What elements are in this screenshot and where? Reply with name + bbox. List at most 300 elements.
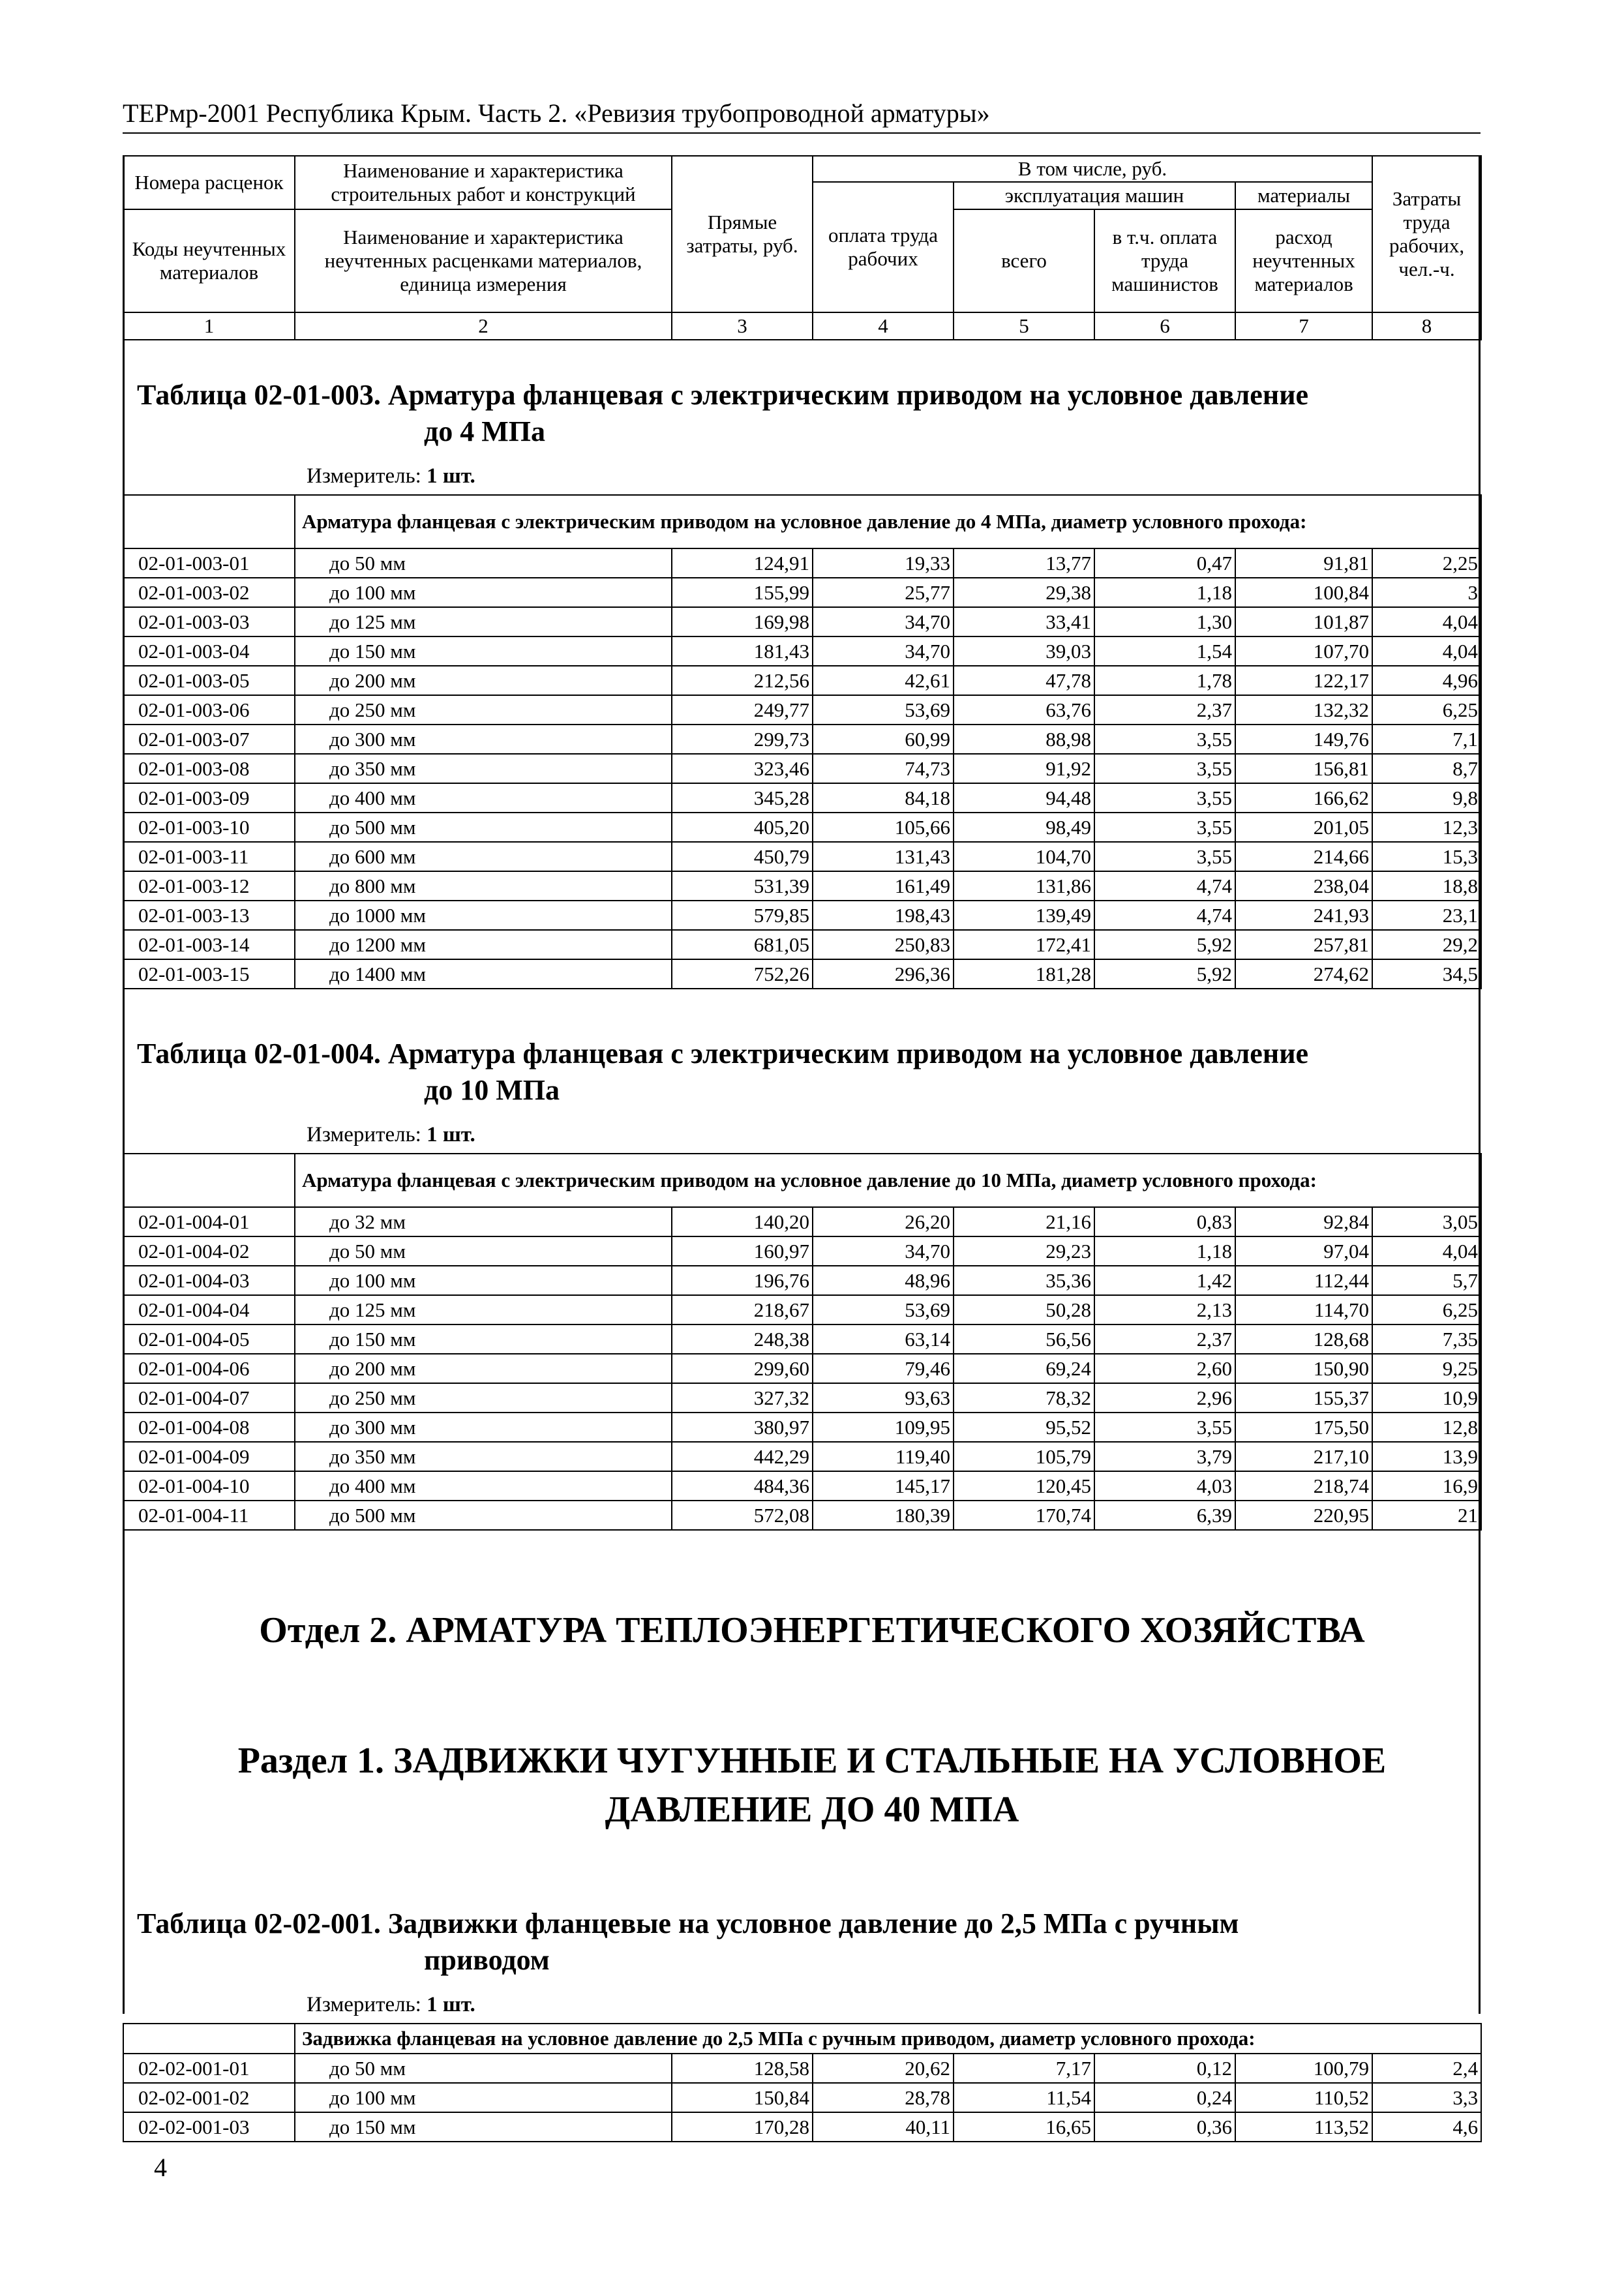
rate-value: 28,78 <box>813 2083 954 2112</box>
section-heading-line2: ДАВЛЕНИЕ ДО 40 МПА <box>605 1789 1019 1830</box>
rate-value: 1,18 <box>1094 578 1235 607</box>
col1-bottom-header: Коды неучтенных материалов <box>123 209 295 312</box>
rate-value: 4,04 <box>1372 1236 1481 1266</box>
rate-name: до 200 мм <box>295 666 672 695</box>
rate-code: 02-02-001-02 <box>123 2083 295 2112</box>
table1-title <box>137 377 1308 450</box>
rate-value: 4,04 <box>1372 636 1481 666</box>
rate-code: 02-02-001-03 <box>123 2112 295 2142</box>
rate-code: 02-01-003-05 <box>123 666 295 695</box>
rate-value: 79,46 <box>813 1354 954 1383</box>
table-row <box>123 2083 1481 2112</box>
rate-value: 12,8 <box>1372 1413 1481 1442</box>
rate-value: 2,37 <box>1094 695 1235 725</box>
rate-code: 02-01-003-11 <box>123 842 295 871</box>
rate-code: 02-01-004-01 <box>123 1207 295 1236</box>
rate-value: 3,55 <box>1094 783 1235 813</box>
rate-value: 98,49 <box>954 813 1094 842</box>
col-number: 4 <box>813 312 954 340</box>
rate-value: 29,2 <box>1372 930 1481 959</box>
rate-code: 02-01-003-13 <box>123 901 295 930</box>
rate-code: 02-01-003-08 <box>123 754 295 783</box>
rate-value: 6,25 <box>1372 1295 1481 1324</box>
rate-value: 4,74 <box>1094 871 1235 901</box>
rate-value: 110,52 <box>1235 2083 1372 2112</box>
table3-title <box>137 1906 1239 1979</box>
page-number: 4 <box>154 2153 167 2182</box>
rate-value: 9,8 <box>1372 783 1481 813</box>
rate-value: 4,74 <box>1094 901 1235 930</box>
rate-value: 0,47 <box>1094 548 1235 578</box>
col5-header: всего <box>954 209 1094 312</box>
rate-code: 02-01-004-10 <box>123 1471 295 1501</box>
rate-value: 13,77 <box>954 548 1094 578</box>
rate-value: 323,46 <box>672 754 813 783</box>
meter-value: 1 шт. <box>427 464 475 488</box>
table-row <box>123 695 1481 725</box>
table-row <box>123 1295 1481 1324</box>
col7-header: расход неучтенных материалов <box>1235 209 1372 312</box>
table2 <box>123 1153 1482 1531</box>
rate-value: 257,81 <box>1235 930 1372 959</box>
rate-value: 63,76 <box>954 695 1094 725</box>
rate-value: 250,83 <box>813 930 954 959</box>
rate-value: 201,05 <box>1235 813 1372 842</box>
rate-name: до 100 мм <box>295 2083 672 2112</box>
table1-caption: Арматура фланцевая с электрическим приводом на условное давление до 4 МПа, диаметр условного прохода: <box>295 495 1481 548</box>
rate-value: 218,74 <box>1235 1471 1372 1501</box>
table-row <box>123 607 1481 636</box>
rate-value: 132,32 <box>1235 695 1372 725</box>
rate-value: 11,54 <box>954 2083 1094 2112</box>
rate-value: 91,92 <box>954 754 1094 783</box>
col8-header: Затраты труда рабочих, чел.-ч. <box>1372 156 1481 312</box>
rate-value: 249,77 <box>672 695 813 725</box>
rate-value: 91,81 <box>1235 548 1372 578</box>
rate-name: до 32 мм <box>295 1207 672 1236</box>
rate-value: 3,55 <box>1094 725 1235 754</box>
table-row <box>123 930 1481 959</box>
rate-code: 02-01-003-04 <box>123 636 295 666</box>
table-row <box>123 1266 1481 1295</box>
table-row <box>123 1442 1481 1471</box>
rate-value: 3,55 <box>1094 1413 1235 1442</box>
rate-value: 181,43 <box>672 636 813 666</box>
rate-value: 63,14 <box>813 1324 954 1354</box>
table3 <box>123 2023 1482 2142</box>
table-row <box>123 1501 1481 1530</box>
rate-value: 105,79 <box>954 1442 1094 1471</box>
rate-value: 112,44 <box>1235 1266 1372 1295</box>
rate-value: 299,73 <box>672 725 813 754</box>
rate-value: 181,28 <box>954 959 1094 989</box>
rate-value: 33,41 <box>954 607 1094 636</box>
rate-value: 18,8 <box>1372 871 1481 901</box>
rate-value: 128,58 <box>672 2054 813 2083</box>
rate-value: 60,99 <box>813 725 954 754</box>
rate-value: 4,6 <box>1372 2112 1481 2142</box>
rate-code: 02-01-003-12 <box>123 871 295 901</box>
rate-value: 114,70 <box>1235 1295 1372 1324</box>
rate-value: 380,97 <box>672 1413 813 1442</box>
rate-value: 50,28 <box>954 1295 1094 1324</box>
col1-top-header: Номера расценок <box>123 156 295 209</box>
rate-value: 166,62 <box>1235 783 1372 813</box>
rate-code: 02-01-004-06 <box>123 1354 295 1383</box>
col6-header: в т.ч. оплата труда машинистов <box>1094 209 1235 312</box>
meter-label: Измеритель: <box>307 1993 421 2016</box>
rate-value: 4,03 <box>1094 1471 1235 1501</box>
rate-value: 95,52 <box>954 1413 1094 1442</box>
rate-value: 1,42 <box>1094 1266 1235 1295</box>
rate-value: 3,05 <box>1372 1207 1481 1236</box>
table-row <box>123 1354 1481 1383</box>
rate-value: 2,60 <box>1094 1354 1235 1383</box>
col-number: 2 <box>295 312 672 340</box>
rate-value: 155,37 <box>1235 1383 1372 1413</box>
rate-value: 327,32 <box>672 1383 813 1413</box>
department-heading: Отдел 2. АРМАТУРА ТЕПЛОЭНЕРГЕТИЧЕСКОГО ХОЗЯЙСТВА <box>259 1610 1365 1651</box>
rate-value: 93,63 <box>813 1383 954 1413</box>
rate-value: 155,99 <box>672 578 813 607</box>
rate-value: 172,41 <box>954 930 1094 959</box>
rate-value: 94,48 <box>954 783 1094 813</box>
rate-value: 220,95 <box>1235 1501 1372 1530</box>
rate-name: до 600 мм <box>295 842 672 871</box>
rate-code: 02-01-003-09 <box>123 783 295 813</box>
table1-meter <box>307 464 475 488</box>
col-number: 5 <box>954 312 1094 340</box>
rate-value: 6,25 <box>1372 695 1481 725</box>
rate-value: 34,70 <box>813 1236 954 1266</box>
rate-value: 47,78 <box>954 666 1094 695</box>
rate-value: 170,74 <box>954 1501 1094 1530</box>
rate-value: 3,55 <box>1094 813 1235 842</box>
table-row <box>123 1383 1481 1413</box>
table-row <box>123 783 1481 813</box>
rate-value: 217,10 <box>1235 1442 1372 1471</box>
rate-value: 274,62 <box>1235 959 1372 989</box>
table-row <box>123 2054 1481 2083</box>
rate-value: 6,39 <box>1094 1501 1235 1530</box>
rate-value: 180,39 <box>813 1501 954 1530</box>
rate-value: 26,20 <box>813 1207 954 1236</box>
rate-value: 34,70 <box>813 636 954 666</box>
rate-value: 145,17 <box>813 1471 954 1501</box>
rate-name: до 150 мм <box>295 2112 672 2142</box>
rate-value: 69,24 <box>954 1354 1094 1383</box>
rate-code: 02-01-004-11 <box>123 1501 295 1530</box>
table2-title-line1: Таблица 02-01-004. Арматура фланцевая с электрическим приводом на условное давление <box>137 1038 1309 1070</box>
table-row <box>123 1236 1481 1266</box>
rate-value: 34,5 <box>1372 959 1481 989</box>
rate-value: 4,04 <box>1372 607 1481 636</box>
section-heading-line1: Раздел 1. ЗАДВИЖКИ ЧУГУННЫЕ И СТАЛЬНЫЕ НА УСЛОВНОЕ <box>237 1741 1387 1781</box>
rate-value: 21 <box>1372 1501 1481 1530</box>
rate-name: до 100 мм <box>295 578 672 607</box>
rate-value: 0,83 <box>1094 1207 1235 1236</box>
rate-value: 5,92 <box>1094 930 1235 959</box>
rate-value: 405,20 <box>672 813 813 842</box>
rate-value: 104,70 <box>954 842 1094 871</box>
rate-value: 345,28 <box>672 783 813 813</box>
rate-value: 15,3 <box>1372 842 1481 871</box>
rate-value: 170,28 <box>672 2112 813 2142</box>
table1-title-line1: Таблица 02-01-003. Арматура фланцевая с электрическим приводом на условное давление <box>137 379 1309 411</box>
rate-value: 1,54 <box>1094 636 1235 666</box>
rate-value: 214,66 <box>1235 842 1372 871</box>
table-row <box>123 725 1481 754</box>
table-row <box>123 636 1481 666</box>
rate-value: 105,66 <box>813 813 954 842</box>
rate-value: 23,1 <box>1372 901 1481 930</box>
col4-header: оплата труда рабочих <box>813 182 954 312</box>
rate-value: 16,65 <box>954 2112 1094 2142</box>
rate-name: до 1000 мм <box>295 901 672 930</box>
col-number: 8 <box>1372 312 1481 340</box>
rate-value: 450,79 <box>672 842 813 871</box>
rate-value: 100,79 <box>1235 2054 1372 2083</box>
rate-value: 39,03 <box>954 636 1094 666</box>
table-row <box>123 754 1481 783</box>
rate-value: 2,96 <box>1094 1383 1235 1413</box>
rate-value: 1,30 <box>1094 607 1235 636</box>
table1 <box>123 494 1482 989</box>
table-row <box>123 901 1481 930</box>
rate-value: 198,43 <box>813 901 954 930</box>
col-number: 7 <box>1235 312 1372 340</box>
rate-value: 7,17 <box>954 2054 1094 2083</box>
rate-value: 128,68 <box>1235 1324 1372 1354</box>
rate-code: 02-01-003-03 <box>123 607 295 636</box>
rate-name: до 125 мм <box>295 607 672 636</box>
rate-name: до 400 мм <box>295 1471 672 1501</box>
rate-name: до 300 мм <box>295 725 672 754</box>
rate-value: 74,73 <box>813 754 954 783</box>
rate-name: до 250 мм <box>295 1383 672 1413</box>
rate-code: 02-01-003-14 <box>123 930 295 959</box>
rate-value: 484,36 <box>672 1471 813 1501</box>
rate-value: 13,9 <box>1372 1442 1481 1471</box>
rate-value: 53,69 <box>813 695 954 725</box>
caption-spacer <box>123 2024 295 2054</box>
rate-value: 119,40 <box>813 1442 954 1471</box>
rate-value: 25,77 <box>813 578 954 607</box>
rate-value: 12,3 <box>1372 813 1481 842</box>
rate-value: 2,25 <box>1372 548 1481 578</box>
rate-value: 20,62 <box>813 2054 954 2083</box>
rate-code: 02-01-003-02 <box>123 578 295 607</box>
header-divider <box>123 132 1481 134</box>
rate-code: 02-01-003-15 <box>123 959 295 989</box>
rate-value: 53,69 <box>813 1295 954 1324</box>
table-row <box>123 1471 1481 1501</box>
rate-name: до 350 мм <box>295 1442 672 1471</box>
table-row <box>123 1413 1481 1442</box>
rate-value: 42,61 <box>813 666 954 695</box>
rate-value: 88,98 <box>954 725 1094 754</box>
table-row <box>123 1324 1481 1354</box>
rate-value: 579,85 <box>672 901 813 930</box>
rate-value: 1,18 <box>1094 1236 1235 1266</box>
caption-spacer <box>123 495 295 548</box>
rate-value: 19,33 <box>813 548 954 578</box>
col3-header: Прямые затраты, руб. <box>672 156 813 312</box>
rate-code: 02-01-004-09 <box>123 1442 295 1471</box>
rate-value: 101,87 <box>1235 607 1372 636</box>
table-row <box>123 578 1481 607</box>
rate-code: 02-01-004-05 <box>123 1324 295 1354</box>
rate-value: 296,36 <box>813 959 954 989</box>
meter-value: 1 шт. <box>427 1123 475 1146</box>
page-header: ТЕРмр-2001 Республика Крым. Часть 2. «Ревизия трубопроводной арматуры» <box>123 98 990 128</box>
rate-code: 02-02-001-01 <box>123 2054 295 2083</box>
rate-value: 2,37 <box>1094 1324 1235 1354</box>
rate-value: 169,98 <box>672 607 813 636</box>
table-row <box>123 842 1481 871</box>
rate-value: 442,29 <box>672 1442 813 1471</box>
rate-code: 02-01-003-10 <box>123 813 295 842</box>
rate-name: до 300 мм <box>295 1413 672 1442</box>
rate-name: до 800 мм <box>295 871 672 901</box>
table-row <box>123 813 1481 842</box>
rate-value: 48,96 <box>813 1266 954 1295</box>
rate-value: 212,56 <box>672 666 813 695</box>
rate-name: до 200 мм <box>295 1354 672 1383</box>
rate-value: 218,67 <box>672 1295 813 1324</box>
rate-value: 92,84 <box>1235 1207 1372 1236</box>
table3-caption: Задвижка фланцевая на условное давление до 2,5 МПа с ручным приводом, диаметр условного прохода: <box>295 2024 1481 2054</box>
rate-name: до 500 мм <box>295 813 672 842</box>
col-number: 3 <box>672 312 813 340</box>
rate-name: до 150 мм <box>295 1324 672 1354</box>
rate-name: до 50 мм <box>295 2054 672 2083</box>
rate-value: 131,86 <box>954 871 1094 901</box>
rate-value: 2,13 <box>1094 1295 1235 1324</box>
rate-value: 150,84 <box>672 2083 813 2112</box>
rate-value: 109,95 <box>813 1413 954 1442</box>
rate-value: 150,90 <box>1235 1354 1372 1383</box>
rate-value: 5,7 <box>1372 1266 1481 1295</box>
table2-caption: Арматура фланцевая с электрическим приводом на условное давление до 10 МПа, диаметр условного прохода: <box>295 1154 1481 1207</box>
table3-meter <box>307 1993 475 2017</box>
table2-title <box>137 1036 1308 1109</box>
rate-value: 131,43 <box>813 842 954 871</box>
table3-title-line1: Таблица 02-02-001. Задвижки фланцевые на условное давление до 2,5 МПа с ручным <box>137 1908 1239 1939</box>
rate-value: 5,92 <box>1094 959 1235 989</box>
rate-value: 0,36 <box>1094 2112 1235 2142</box>
rate-value: 160,97 <box>672 1236 813 1266</box>
rate-name: до 150 мм <box>295 636 672 666</box>
rate-value: 9,25 <box>1372 1354 1481 1383</box>
rate-value: 196,76 <box>672 1266 813 1295</box>
rate-name: до 250 мм <box>295 695 672 725</box>
rate-value: 139,49 <box>954 901 1094 930</box>
table3-title-line2: приводом <box>424 1944 550 1976</box>
rate-name: до 125 мм <box>295 1295 672 1324</box>
meter-label: Измеритель: <box>307 464 421 488</box>
rate-name: до 1200 мм <box>295 930 672 959</box>
rate-code: 02-01-004-08 <box>123 1413 295 1442</box>
rate-name: до 50 мм <box>295 1236 672 1266</box>
rate-value: 3,55 <box>1094 842 1235 871</box>
table1-title-line2: до 4 МПа <box>424 415 546 447</box>
caption-spacer <box>123 1154 295 1207</box>
table-row <box>123 1207 1481 1236</box>
table-row <box>123 666 1481 695</box>
rate-value: 10,9 <box>1372 1383 1481 1413</box>
rate-value: 299,60 <box>672 1354 813 1383</box>
rate-code: 02-01-004-04 <box>123 1295 295 1324</box>
rate-value: 107,70 <box>1235 636 1372 666</box>
rate-value: 531,39 <box>672 871 813 901</box>
rate-value: 0,12 <box>1094 2054 1235 2083</box>
rate-value: 122,17 <box>1235 666 1372 695</box>
table-row <box>123 548 1481 578</box>
col-number: 1 <box>123 312 295 340</box>
rate-code: 02-01-003-06 <box>123 695 295 725</box>
rate-value: 4,96 <box>1372 666 1481 695</box>
rate-value: 7,35 <box>1372 1324 1481 1354</box>
meter-value: 1 шт. <box>427 1993 475 2016</box>
rate-value: 84,18 <box>813 783 954 813</box>
rate-value: 78,32 <box>954 1383 1094 1413</box>
rate-name: до 400 мм <box>295 783 672 813</box>
rate-value: 113,52 <box>1235 2112 1372 2142</box>
rate-name: до 100 мм <box>295 1266 672 1295</box>
rate-value: 16,9 <box>1372 1471 1481 1501</box>
rate-code: 02-01-004-03 <box>123 1266 295 1295</box>
rate-value: 248,38 <box>672 1324 813 1354</box>
rate-value: 100,84 <box>1235 578 1372 607</box>
rate-value: 35,36 <box>954 1266 1094 1295</box>
rate-value: 120,45 <box>954 1471 1094 1501</box>
rate-value: 2,4 <box>1372 2054 1481 2083</box>
rate-value: 56,56 <box>954 1324 1094 1354</box>
rate-name: до 50 мм <box>295 548 672 578</box>
rate-value: 40,11 <box>813 2112 954 2142</box>
rate-code: 02-01-004-07 <box>123 1383 295 1413</box>
col-number: 6 <box>1094 312 1235 340</box>
rate-value: 175,50 <box>1235 1413 1372 1442</box>
rate-value: 29,23 <box>954 1236 1094 1266</box>
column-header-table <box>123 155 1482 340</box>
table-row <box>123 959 1481 989</box>
rate-value: 0,24 <box>1094 2083 1235 2112</box>
rate-value: 8,7 <box>1372 754 1481 783</box>
rate-value: 3,3 <box>1372 2083 1481 2112</box>
rate-value: 572,08 <box>672 1501 813 1530</box>
rate-code: 02-01-003-01 <box>123 548 295 578</box>
rate-value: 7,1 <box>1372 725 1481 754</box>
rate-name: до 1400 мм <box>295 959 672 989</box>
rate-value: 238,04 <box>1235 871 1372 901</box>
rate-value: 3,55 <box>1094 754 1235 783</box>
table2-meter <box>307 1123 475 1147</box>
rate-value: 29,38 <box>954 578 1094 607</box>
rate-value: 161,49 <box>813 871 954 901</box>
rate-value: 140,20 <box>672 1207 813 1236</box>
rate-value: 21,16 <box>954 1207 1094 1236</box>
rate-value: 124,91 <box>672 548 813 578</box>
rate-value: 3 <box>1372 578 1481 607</box>
rate-value: 156,81 <box>1235 754 1372 783</box>
rate-value: 149,76 <box>1235 725 1372 754</box>
col2-bottom-header: Наименование и характеристика неучтенных расценками материалов, единица измерения <box>295 209 672 312</box>
rate-value: 241,93 <box>1235 901 1372 930</box>
rate-value: 34,70 <box>813 607 954 636</box>
rate-code: 02-01-004-02 <box>123 1236 295 1266</box>
